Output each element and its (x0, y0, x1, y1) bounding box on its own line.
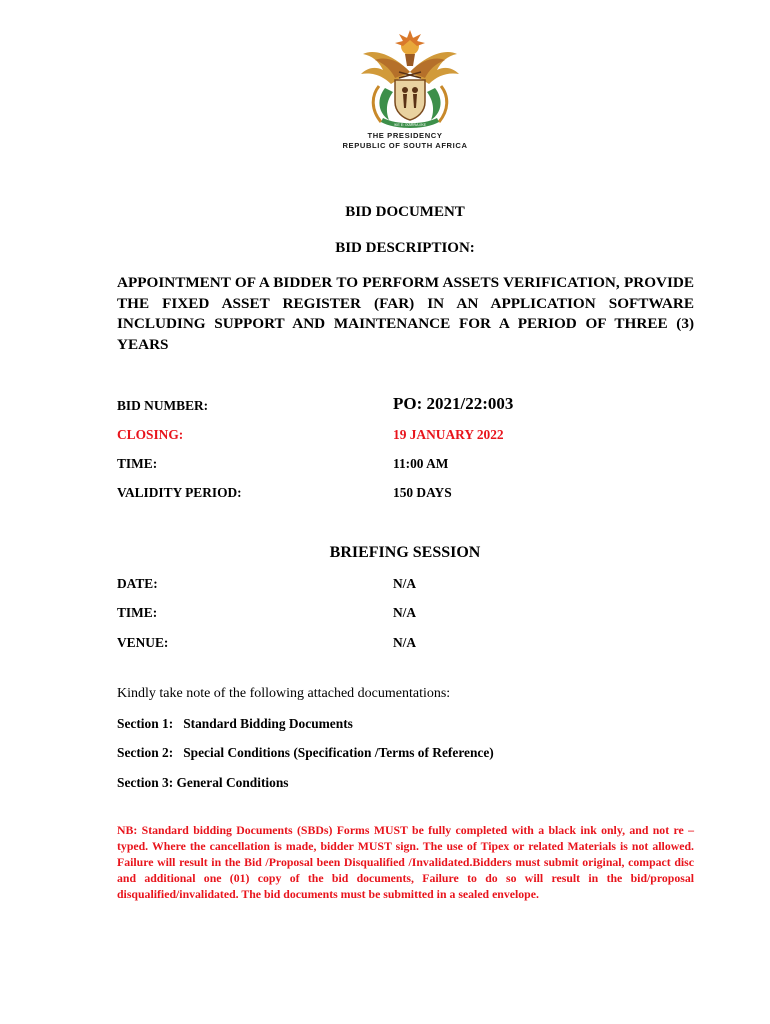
important-note: NB: Standard bidding Documents (SBDs) Forms MUST be fully completed with a black ink only, and not re –typed. Where the cancellation is made, bidder MUST sign. The use of Tipex or related Materials is not allowed. Failure will result in the Bid /Proposal been Disqualified /Invalidated.Bidders must submit original, compact disc and additional one (01) copy of the bid documents, Failure to do so will result in the bid/proposal disqualified/invalidated. The bid documents must be submitted in a sealed envelope. (117, 823, 694, 901)
briefing-date-value: N/A (393, 576, 417, 591)
closing-value: 19 JANUARY 2022 (393, 427, 504, 442)
organization-country: REPUBLIC OF SOUTH AFRICA (342, 141, 468, 150)
time-value: 11:00 AM (393, 456, 449, 471)
section-1: Section 1: Standard Bidding Documents (117, 716, 353, 731)
briefing-heading: BRIEFING SESSION (329, 544, 481, 561)
briefing-venue-value: N/A (393, 635, 417, 650)
organization-name: THE PRESIDENCY (367, 131, 443, 140)
validity-label: VALIDITY PERIOD: (117, 485, 242, 500)
briefing-time-label: TIME: (117, 605, 158, 620)
briefing-venue-label: VENUE: (117, 635, 169, 650)
briefing-time-value: N/A (393, 605, 417, 620)
section-3: Section 3: General Conditions (117, 775, 289, 790)
documents-intro: Kindly take note of the following attached documentations: (117, 686, 451, 701)
coat-of-arms-logo (355, 26, 465, 132)
bid-description: APPOINTMENT OF A BIDDER TO PERFORM ASSETS VERIFICATION, PROVIDE THE FIXED ASSET REGISTER (FAR) IN AN APPLICATION SOFTWARE INCLUDING SUPPORT AND MAINTENANCE FOR A PERIOD OF THREE (3) YEARS (117, 274, 694, 353)
briefing-date-label: DATE: (117, 576, 158, 591)
crest-motto: !KE E: /XARRA //KE (393, 123, 427, 127)
bid-number-value: PO: 2021/22:003 (393, 394, 514, 413)
bid-number-label: BID NUMBER: (117, 398, 209, 413)
validity-value: 150 DAYS (393, 485, 452, 500)
description-heading: BID DESCRIPTION: (335, 240, 475, 256)
section-2: Section 2: Special Conditions (Specification /Terms of Reference) (117, 745, 494, 760)
document-title: BID DOCUMENT (345, 204, 465, 220)
time-label: TIME: (117, 456, 158, 471)
closing-label: CLOSING: (117, 427, 184, 442)
